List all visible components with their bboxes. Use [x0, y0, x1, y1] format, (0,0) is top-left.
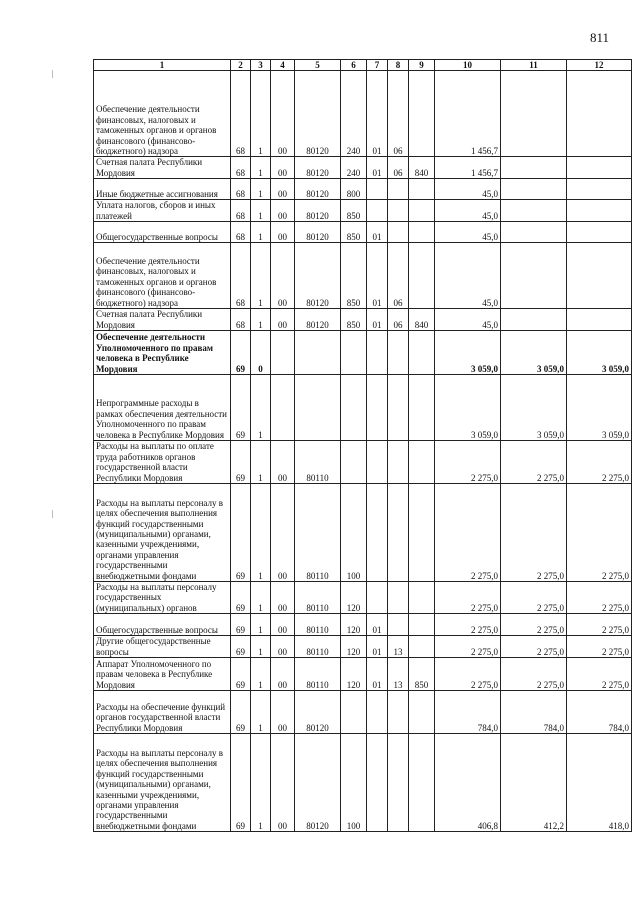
row-value-cell: 2 275,0	[435, 582, 501, 614]
table-row	[94, 484, 632, 582]
row-value-cell: 1	[251, 441, 271, 484]
row-value-cell: 45,0	[435, 222, 501, 243]
row-value-cell: 2 275,0	[567, 658, 632, 691]
row-value-cell	[501, 309, 567, 331]
row-value-cell: 406,8	[435, 734, 501, 832]
row-value-cell: 1 456,7	[435, 157, 501, 179]
row-name-cell: Расходы на выплаты персоналу государственных (муниципальных) органов	[94, 582, 231, 614]
row-value-cell: 2 275,0	[501, 614, 567, 636]
row-value-cell	[388, 691, 409, 734]
row-value-cell: 3 059,0	[435, 375, 501, 441]
row-value-cell: 2 275,0	[567, 484, 632, 582]
row-value-cell: 00	[271, 243, 295, 309]
row-value-cell: 01	[367, 658, 388, 691]
row-value-cell	[409, 200, 435, 222]
row-value-cell: 1	[251, 157, 271, 179]
budget-table	[93, 59, 632, 832]
row-value-cell: 00	[271, 441, 295, 484]
row-value-cell: 45,0	[435, 200, 501, 222]
row-value-cell	[409, 582, 435, 614]
row-value-cell: 850	[341, 200, 367, 222]
row-value-cell	[367, 582, 388, 614]
row-value-cell: 01	[367, 309, 388, 331]
row-value-cell	[295, 375, 341, 441]
row-value-cell: 69	[231, 375, 251, 441]
row-value-cell	[388, 484, 409, 582]
row-value-cell: 80120	[295, 222, 341, 243]
row-value-cell: 00	[271, 636, 295, 658]
table-row	[94, 636, 632, 658]
row-value-cell	[501, 71, 567, 157]
row-value-cell: 120	[341, 636, 367, 658]
row-value-cell	[567, 222, 632, 243]
row-value-cell: 3 059,0	[567, 375, 632, 441]
row-value-cell: 2 275,0	[501, 658, 567, 691]
row-value-cell: 68	[231, 157, 251, 179]
column-header-1: 1	[94, 60, 231, 71]
row-value-cell: 2 275,0	[435, 658, 501, 691]
row-value-cell: 01	[367, 157, 388, 179]
row-value-cell: 1	[251, 309, 271, 331]
row-name-cell: Счетная палата Республики Мордовия	[94, 309, 231, 331]
row-value-cell: 68	[231, 309, 251, 331]
row-value-cell: 2 275,0	[435, 614, 501, 636]
table-row	[94, 691, 632, 734]
row-value-cell	[409, 636, 435, 658]
row-name-cell: Иные бюджетные ассигнования	[94, 179, 231, 200]
row-value-cell: 1	[251, 71, 271, 157]
row-value-cell: 69	[231, 658, 251, 691]
row-value-cell	[271, 331, 295, 375]
table-row	[94, 582, 632, 614]
row-value-cell: 68	[231, 200, 251, 222]
row-name-cell: Обеспечение деятельности Уполномоченного по правам человека в Республике Мордовия	[94, 331, 231, 375]
row-value-cell: 69	[231, 441, 251, 484]
row-value-cell: 2 275,0	[567, 614, 632, 636]
row-value-cell: 80120	[295, 243, 341, 309]
column-header-12: 12	[567, 60, 632, 71]
row-name-cell: Расходы на выплаты по оплате труда работников органов государственной власти Республики Мордовия	[94, 441, 231, 484]
row-value-cell: 1	[251, 484, 271, 582]
table-row	[94, 309, 632, 331]
table-row	[94, 441, 632, 484]
column-header-11: 11	[501, 60, 567, 71]
row-value-cell: 45,0	[435, 309, 501, 331]
column-header-8: 8	[388, 60, 409, 71]
row-value-cell	[295, 331, 341, 375]
column-header-6: 6	[341, 60, 367, 71]
row-value-cell	[409, 614, 435, 636]
row-value-cell	[388, 582, 409, 614]
column-header-5: 5	[295, 60, 341, 71]
row-value-cell	[501, 200, 567, 222]
row-value-cell: 00	[271, 71, 295, 157]
row-value-cell: 80110	[295, 582, 341, 614]
row-value-cell: 240	[341, 71, 367, 157]
row-value-cell: 45,0	[435, 179, 501, 200]
row-value-cell	[367, 200, 388, 222]
row-value-cell: 45,0	[435, 243, 501, 309]
row-value-cell: 69	[231, 691, 251, 734]
row-value-cell	[567, 243, 632, 309]
row-value-cell	[388, 734, 409, 832]
row-value-cell	[388, 441, 409, 484]
table-row	[94, 71, 632, 157]
row-value-cell	[367, 441, 388, 484]
row-name-cell: Общегосударственные вопросы	[94, 614, 231, 636]
row-value-cell: 00	[271, 614, 295, 636]
row-value-cell: 800	[341, 179, 367, 200]
row-name-cell: Непрограммные расходы в рамках обеспечения деятельности Уполномоченного по правам человека в Республике Мордовия	[94, 375, 231, 441]
row-value-cell: 850	[341, 222, 367, 243]
table-row	[94, 222, 632, 243]
row-value-cell: 01	[367, 222, 388, 243]
row-value-cell: 68	[231, 222, 251, 243]
row-value-cell	[567, 157, 632, 179]
row-name-cell: Обеспечение деятельности финансовых, налоговых и таможенных органов и органов финансового (финансово-бюджетного) надзора	[94, 71, 231, 157]
row-value-cell: 1	[251, 375, 271, 441]
row-value-cell	[567, 71, 632, 157]
column-header-10: 10	[435, 60, 501, 71]
row-value-cell: 100	[341, 484, 367, 582]
row-value-cell: 80110	[295, 658, 341, 691]
row-value-cell	[567, 200, 632, 222]
row-value-cell: 06	[388, 243, 409, 309]
row-value-cell: 69	[231, 331, 251, 375]
row-name-cell: Расходы на выплаты персоналу в целях обеспечения выполнения функций государственными (муниципальными) органами, казенными учреждениями, органами управления государственными внебюджетными фондами	[94, 484, 231, 582]
row-value-cell: 80120	[295, 309, 341, 331]
row-value-cell	[501, 243, 567, 309]
row-value-cell: 69	[231, 636, 251, 658]
row-value-cell: 80110	[295, 636, 341, 658]
row-value-cell	[367, 331, 388, 375]
row-value-cell: 1	[251, 222, 271, 243]
row-value-cell	[271, 375, 295, 441]
row-value-cell	[409, 71, 435, 157]
row-value-cell: 68	[231, 179, 251, 200]
row-value-cell: 120	[341, 614, 367, 636]
row-value-cell	[388, 331, 409, 375]
row-value-cell	[367, 734, 388, 832]
row-name-cell: Общегосударственные вопросы	[94, 222, 231, 243]
table-row	[94, 200, 632, 222]
row-value-cell	[567, 179, 632, 200]
row-value-cell	[409, 222, 435, 243]
row-value-cell: 80110	[295, 614, 341, 636]
row-value-cell	[367, 484, 388, 582]
row-value-cell	[341, 691, 367, 734]
table-row	[94, 734, 632, 832]
row-value-cell: 1	[251, 243, 271, 309]
row-value-cell	[409, 179, 435, 200]
row-value-cell	[409, 375, 435, 441]
row-value-cell	[501, 222, 567, 243]
column-header-2: 2	[231, 60, 251, 71]
margin-mark	[52, 70, 53, 78]
row-value-cell	[388, 375, 409, 441]
row-name-cell: Обеспечение деятельности финансовых, налоговых и таможенных органов и органов финансового (финансово-бюджетного) надзора	[94, 243, 231, 309]
row-value-cell: 13	[388, 658, 409, 691]
row-value-cell: 80120	[295, 691, 341, 734]
row-value-cell	[341, 331, 367, 375]
row-name-cell: Расходы на обеспечение функций органов государственной власти Республики Мордовия	[94, 691, 231, 734]
row-value-cell: 01	[367, 243, 388, 309]
row-value-cell: 01	[367, 614, 388, 636]
row-value-cell	[409, 243, 435, 309]
row-name-cell: Счетная палата Республики Мордовия	[94, 157, 231, 179]
row-value-cell: 00	[271, 309, 295, 331]
column-header-7: 7	[367, 60, 388, 71]
row-value-cell	[388, 614, 409, 636]
table-body	[94, 71, 632, 832]
row-value-cell: 240	[341, 157, 367, 179]
margin-mark	[52, 510, 53, 518]
row-value-cell	[367, 691, 388, 734]
row-value-cell: 69	[231, 734, 251, 832]
column-header-9: 9	[409, 60, 435, 71]
row-name-cell: Аппарат Уполномоченного по правам человека в Республике Мордовия	[94, 658, 231, 691]
row-value-cell: 2 275,0	[501, 582, 567, 614]
table-row	[94, 331, 632, 375]
row-value-cell: 06	[388, 157, 409, 179]
row-value-cell: 784,0	[435, 691, 501, 734]
row-value-cell: 1	[251, 200, 271, 222]
row-value-cell: 1 456,7	[435, 71, 501, 157]
row-value-cell: 3 059,0	[567, 331, 632, 375]
row-value-cell: 68	[231, 243, 251, 309]
row-value-cell: 80110	[295, 441, 341, 484]
table-row	[94, 243, 632, 309]
row-value-cell: 13	[388, 636, 409, 658]
row-value-cell: 69	[231, 614, 251, 636]
row-value-cell: 840	[409, 157, 435, 179]
row-value-cell: 01	[367, 636, 388, 658]
row-value-cell: 850	[409, 658, 435, 691]
row-value-cell: 850	[341, 243, 367, 309]
row-value-cell: 1	[251, 734, 271, 832]
row-value-cell: 2 275,0	[501, 484, 567, 582]
row-value-cell: 1	[251, 582, 271, 614]
row-value-cell: 00	[271, 691, 295, 734]
row-value-cell: 1	[251, 614, 271, 636]
row-value-cell: 412,2	[501, 734, 567, 832]
row-value-cell	[409, 331, 435, 375]
row-value-cell: 3 059,0	[435, 331, 501, 375]
row-value-cell: 100	[341, 734, 367, 832]
row-value-cell	[409, 691, 435, 734]
row-value-cell: 80120	[295, 71, 341, 157]
row-value-cell	[341, 441, 367, 484]
row-value-cell	[567, 309, 632, 331]
row-value-cell: 2 275,0	[435, 484, 501, 582]
row-value-cell: 00	[271, 658, 295, 691]
column-header-3: 3	[251, 60, 271, 71]
row-value-cell: 1	[251, 179, 271, 200]
column-header-4: 4	[271, 60, 295, 71]
row-value-cell: 80120	[295, 734, 341, 832]
row-value-cell	[409, 734, 435, 832]
row-value-cell: 80120	[295, 200, 341, 222]
row-value-cell: 3 059,0	[501, 331, 567, 375]
row-value-cell: 2 275,0	[567, 636, 632, 658]
table-header-row	[94, 60, 632, 71]
row-name-cell: Уплата налогов, сборов и иных платежей	[94, 200, 231, 222]
row-value-cell: 2 275,0	[501, 441, 567, 484]
row-value-cell	[367, 375, 388, 441]
row-value-cell: 00	[271, 222, 295, 243]
row-value-cell: 2 275,0	[435, 441, 501, 484]
row-value-cell: 00	[271, 179, 295, 200]
row-value-cell: 00	[271, 157, 295, 179]
row-value-cell: 2 275,0	[567, 441, 632, 484]
row-value-cell	[388, 222, 409, 243]
row-value-cell: 120	[341, 582, 367, 614]
row-value-cell: 00	[271, 734, 295, 832]
row-value-cell: 3 059,0	[501, 375, 567, 441]
row-value-cell: 80120	[295, 179, 341, 200]
table-row	[94, 157, 632, 179]
row-value-cell	[501, 179, 567, 200]
row-value-cell: 784,0	[501, 691, 567, 734]
table-row	[94, 375, 632, 441]
row-value-cell: 1	[251, 691, 271, 734]
row-value-cell: 80120	[295, 157, 341, 179]
row-value-cell: 850	[341, 309, 367, 331]
row-value-cell	[341, 375, 367, 441]
row-value-cell: 1	[251, 636, 271, 658]
table-row	[94, 658, 632, 691]
row-value-cell: 2 275,0	[567, 582, 632, 614]
row-value-cell	[367, 179, 388, 200]
row-value-cell: 2 275,0	[501, 636, 567, 658]
row-value-cell: 68	[231, 71, 251, 157]
row-value-cell: 1	[251, 658, 271, 691]
row-value-cell	[409, 441, 435, 484]
row-value-cell: 69	[231, 484, 251, 582]
row-value-cell	[388, 179, 409, 200]
row-value-cell: 00	[271, 484, 295, 582]
row-value-cell: 2 275,0	[435, 636, 501, 658]
row-value-cell: 840	[409, 309, 435, 331]
row-value-cell: 69	[231, 582, 251, 614]
row-value-cell	[388, 200, 409, 222]
row-value-cell	[501, 157, 567, 179]
row-value-cell	[409, 484, 435, 582]
table-row	[94, 179, 632, 200]
row-value-cell: 00	[271, 200, 295, 222]
row-value-cell: 80110	[295, 484, 341, 582]
row-value-cell: 06	[388, 309, 409, 331]
row-value-cell: 784,0	[567, 691, 632, 734]
row-value-cell: 01	[367, 71, 388, 157]
page-number: 811	[590, 30, 610, 45]
row-value-cell: 418,0	[567, 734, 632, 832]
row-value-cell: 06	[388, 71, 409, 157]
table-row	[94, 614, 632, 636]
row-value-cell: 120	[341, 658, 367, 691]
row-value-cell: 00	[271, 582, 295, 614]
row-name-cell: Другие общегосударственные вопросы	[94, 636, 231, 658]
row-value-cell: 0	[251, 331, 271, 375]
row-name-cell: Расходы на выплаты персоналу в целях обеспечения выполнения функций государственными (муниципальными) органами, казенными учреждениями, органами управления государственными внебюджетными фондами	[94, 734, 231, 832]
